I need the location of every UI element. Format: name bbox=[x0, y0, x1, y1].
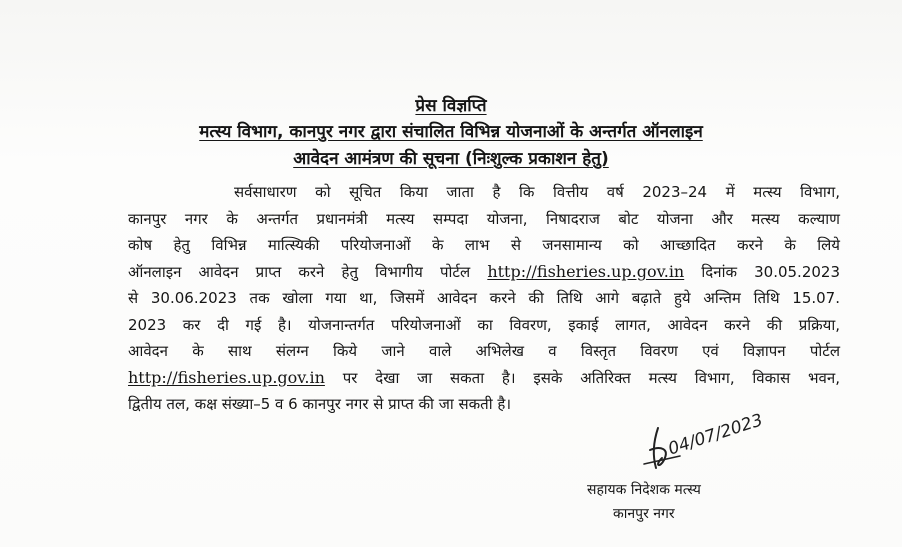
document-subtitle-line2: आवेदन आमंत्रण की सूचना (निःशुल्क प्रकाशन हेतु) bbox=[293, 149, 609, 169]
body-line: 2023 कर दी गई है। योजनान्तर्गत परियोजनाओं का विवरण, इकाई लागत, आवेदन करने की प्रक्रिया, bbox=[128, 315, 840, 334]
body-line: कोष हेतु विभिन्न मात्स्यिकी परियोजनाओं के लाभ से जनसामान्य को आच्छादित करने के लिये bbox=[128, 236, 840, 254]
body-line: सर्वसाधारण को सूचित किया जाता है कि वित्तीय वर्ष 2023–24 में मत्स्य विभाग, bbox=[234, 183, 840, 201]
body-line: कानपुर नगर के अन्तर्गत प्रधानमंत्री मत्स्य सम्पदा योजना, निषादराज बोट योजना और मत्स्य कल्याण bbox=[128, 209, 840, 228]
body-line bbox=[128, 259, 840, 286]
body-text: ऑनलाइन आवेदन प्राप्त करने हेतु विभागीय पोर्टल bbox=[128, 262, 471, 281]
document-title: प्रेस विज्ञप्ति bbox=[415, 96, 487, 116]
body-line: द्वितीय तल, कक्ष संख्या–5 व 6 कानपुर नगर से प्राप्त की जा सकती है। bbox=[128, 395, 512, 413]
notice-body bbox=[128, 179, 840, 418]
signature-date: 04/07/2023 bbox=[665, 410, 766, 460]
body-line: से 30.06.2023 तक खोला गया था, जिसमें आवेदन करने की तिथि आगे बढ़ाते हुये अन्तिम तिथि 15.07. bbox=[128, 289, 840, 307]
document-subtitle-line1: मत्स्य विभाग, कानपुर नगर द्वारा संचालित विभिन्न योजनाओं के अन्तर्गत ऑनलाइन bbox=[199, 122, 703, 142]
body-line: आवेदन के साथ संलग्न किये जाने वाले अभिलेख व विस्तृत विवरण एवं विज्ञापन पोर्टल bbox=[128, 342, 840, 360]
signatory-place: कानपुर नगर bbox=[613, 506, 675, 522]
body-text: दिनांक 30.05.2023 bbox=[701, 262, 840, 281]
body-text: पर देखा जा सकता है। इसके अतिरिक्त मत्स्य विभाग, विकास भवन, bbox=[342, 368, 840, 387]
portal-link[interactable]: http://fisheries.up.gov.in bbox=[487, 261, 685, 281]
portal-link[interactable]: http://fisheries.up.gov.in bbox=[128, 367, 325, 387]
signatory-designation: सहायक निदेशक मत्स्य bbox=[587, 482, 701, 498]
body-line bbox=[128, 365, 840, 392]
